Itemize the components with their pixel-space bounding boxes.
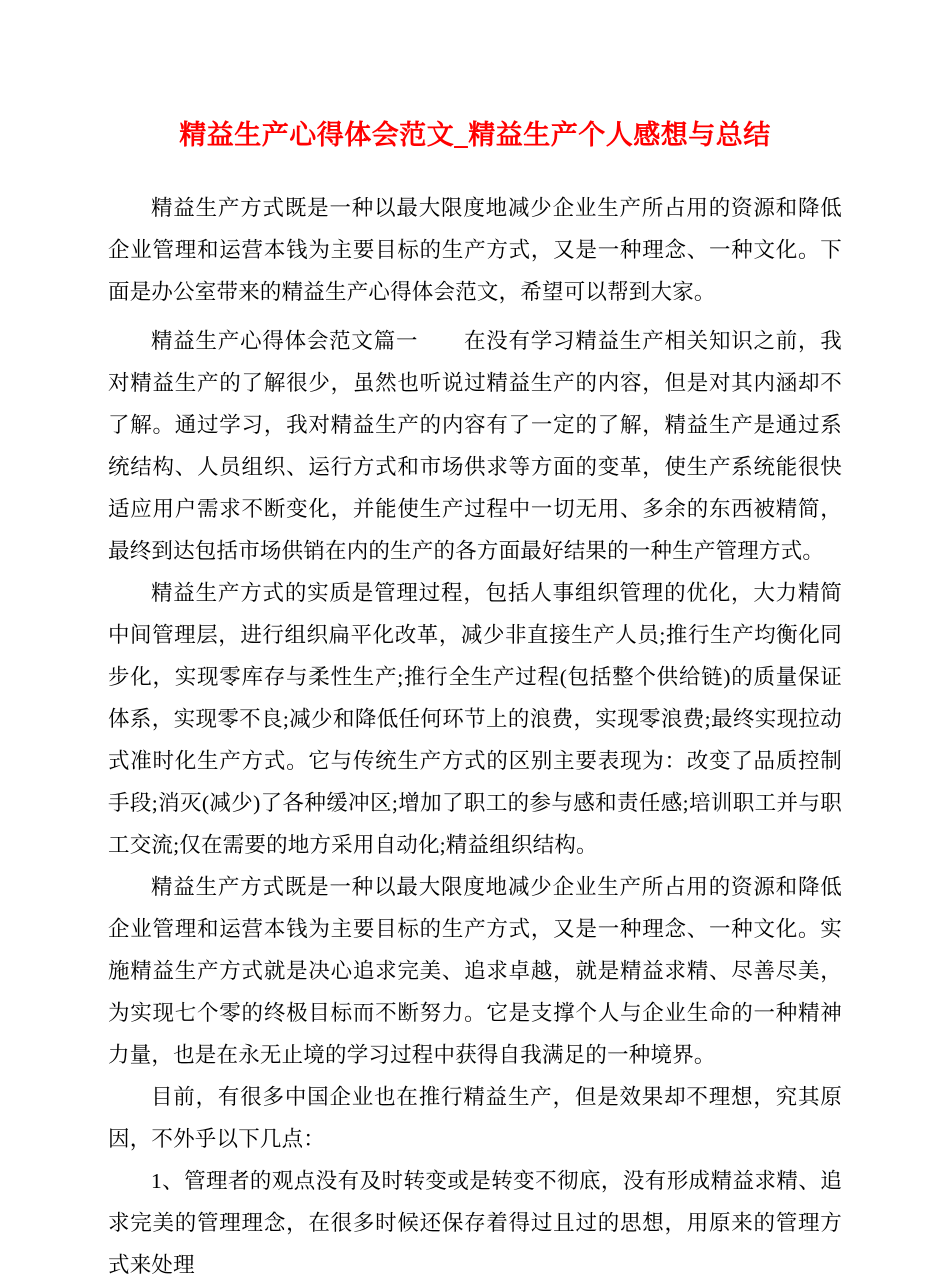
paragraph-2-body: 在没有学习精益生产相关知识之前，我对精益生产的了解很少，虽然也听说过精益生产的内容，但是对其内涵却不了解。通过学习，我对精益生产的内容有了一定的了解，精益生产是通过系统结构、人员组织、运行方式和市场供求等方面的变革，使生产系统能很快适应用户需求不断变化，并能使生产过程中一切无用、多余的东西被精简，最终到达包括市场供销在内的生产的各方面最好结果的一种生产管理方式。: [108, 329, 842, 564]
paragraph-5: 目前，有很多中国企业也在推行精益生产，但是效果却不理想，究其原因，不外乎以下几点：: [108, 1085, 842, 1152]
paragraph-1: 精益生产方式既是一种以最大限度地减少企业生产所占用的资源和降低企业管理和运营本钱为主要目标的生产方式，又是一种理念、一种文化。下面是办公室带来的精益生产心得体会范文，希望可以帮到大家。: [108, 196, 842, 305]
section-heading-inline: 精益生产心得体会范文篇一: [151, 329, 419, 354]
paragraph-4: 精益生产方式既是一种以最大限度地减少企业生产所占用的资源和降低企业管理和运营本钱为主要目标的生产方式，又是一种理念、一种文化。实施精益生产方式就是决心追求完美、追求卓越，就是精益求精、尽善尽美，为实现七个零的终极目标而不断努力。它是支撑个人与企业生命的一种精神力量，也是在永无止境的学习过程中获得自我满足的一种境界。: [108, 875, 842, 1068]
page-title: 精益生产心得体会范文_精益生产个人感想与总结: [179, 120, 771, 150]
paragraph-3: 精益生产方式的实质是管理过程，包括人事组织管理的优化，大力精简中间管理层，进行组织扁平化改革，减少非直接生产人员;推行生产均衡化同步化，实现零库存与柔性生产;推行全生产过程(包括整个供给链)的质量保证体系，实现零不良;减少和降低任何环节上的浪费，实现零浪费;最终实现拉动式准时化生产方式。它与传统生产方式的区别主要表现为：改变了品质控制手段;消灭(减少)了各种缓冲区;增加了职工的参与感和责任感;培训职工并与职工交流;仅在需要的地方采用自动化;精益组织结构。: [108, 581, 842, 858]
paragraph-6: 1、管理者的观点没有及时转变或是转变不彻底，没有形成精益求精、追求完美的管理理念，在很多时候还保存着得过且过的思想，用原来的管理方式来处理: [108, 1169, 842, 1278]
paragraph-2: [108, 320, 842, 572]
